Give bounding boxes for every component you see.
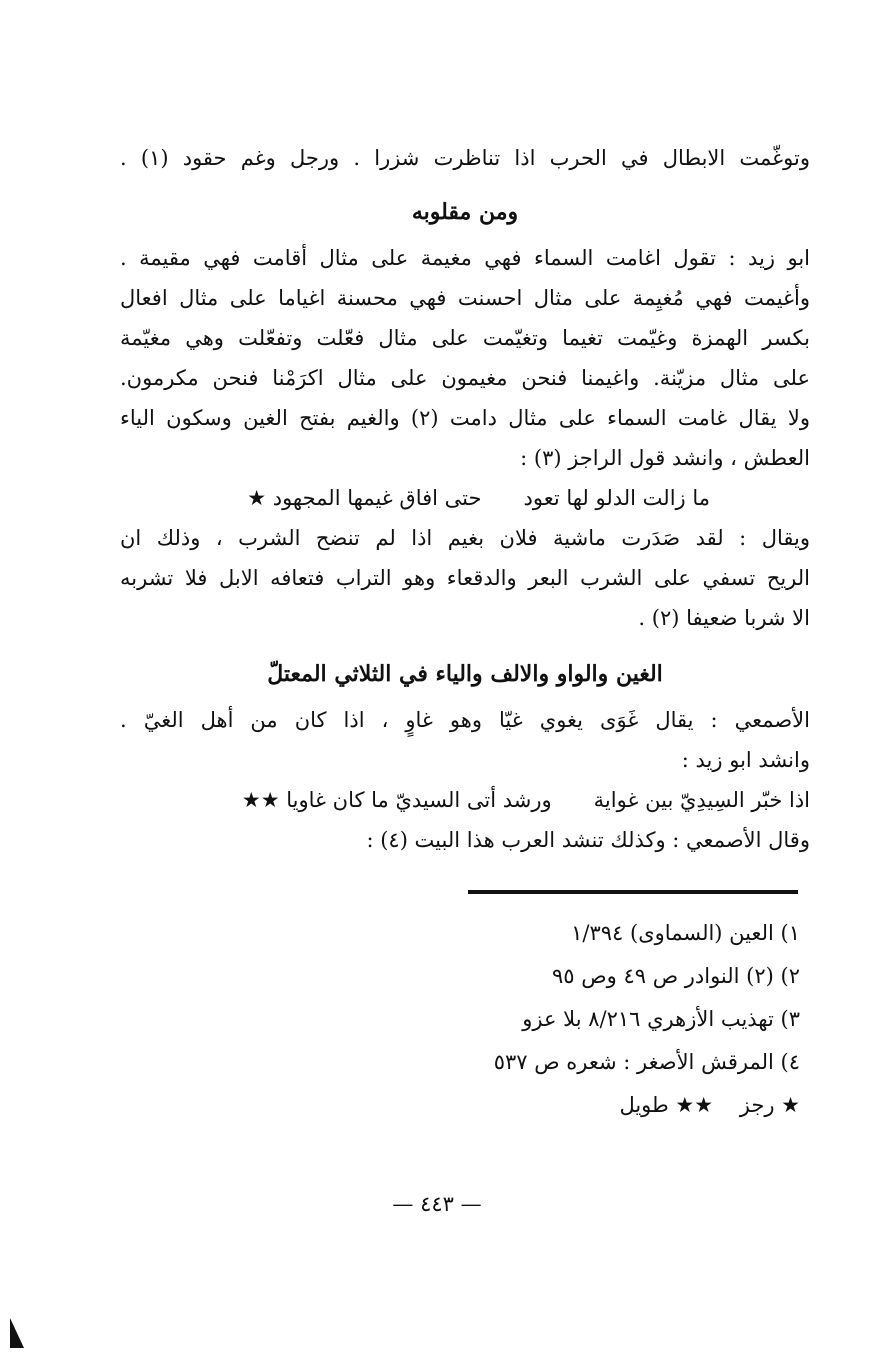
- text-line: بكسر الهمزة وغيّمت تغيما وتغيّمت على مثال فعّلت وتفعّلت وهي مغيّمة: [120, 326, 810, 350]
- text-line: الريح تسفي على الشرب البعر والدقعاء وهو التراب فتعافه الابل فلا تشربه: [120, 566, 810, 590]
- text-line: وأغيمت فهي مُغيِمة على مثال احسنت فهي محسنة اغياما على مثال افعال: [120, 286, 810, 310]
- verse: [120, 780, 810, 820]
- verse-hemistich: ورشد أتى السيديّ ما كان غاويا ★★: [241, 788, 552, 812]
- verse-hemistich: اذا خبّر السِيدِيّ بين غواية: [593, 788, 810, 812]
- text-line: ابو زيد : تقول اغامت السماء فهي مغيمة على مثال أقامت فهي مقيمة .: [120, 246, 810, 270]
- verse-hemistich: حتى افاق غيمها المجهود ★: [247, 486, 482, 510]
- text-line: العطش ، وانشد قول الراجز (٣) :: [520, 446, 810, 470]
- footnote: ٤) المرقش الأصغر : شعره ص ٥٣٧: [493, 1050, 800, 1074]
- text-line: على مثال مزيّنة. واغيمنا فنحن مغيمون على مثال اكرَمْنا فنحن مكرمون.: [120, 366, 810, 390]
- footnote: ٣) تهذيب الأزهري ٨/٢١٦ بلا عزو: [522, 1007, 800, 1031]
- verse-hemistich: ما زالت الدلو لها تعود: [523, 486, 710, 510]
- verse: [120, 478, 810, 518]
- page-body: [120, 138, 810, 1127]
- footnotes: [120, 912, 810, 1127]
- text-line: الأصمعي : يقال غَوَى يغوي غيّا وهو غاوٍ ، اذا كان من أهل الغيّ .: [120, 708, 810, 732]
- footnote-divider: [468, 890, 798, 894]
- section-heading: ومن مقلوبه: [411, 199, 519, 225]
- text-line: وتوغّمت الابطال في الحرب اذا تناظرت شزرا . ورجل وغم حقود (١) .: [120, 146, 811, 170]
- corner-mark: [10, 1318, 24, 1348]
- text-line: ويقال : لقد صَدَرت ماشية فلان بغيم اذا لم تنضح الشرب ، وذلك ان: [120, 526, 810, 550]
- footnote: ١) العين (السماوى) ١/٣٩٤: [571, 921, 800, 945]
- text-line: وقال الأصمعي : وكذلك تنشد العرب هذا البيت (٤) :: [366, 828, 810, 852]
- footnote: ٢) (٢) النوادر ص ٤٩ وص ٩٥: [552, 964, 800, 988]
- text-line: الا شربا ضعيفا (٢) .: [638, 606, 810, 630]
- footnote: ★ رجز ★★ طويل: [619, 1093, 800, 1117]
- page-number: — ٤٤٣ —: [392, 1192, 482, 1216]
- section-heading: الغين والواو والالف والياء في الثلاثي المعتلّ: [267, 661, 663, 687]
- text-line: ولا يقال غامت السماء على مثال دامت (٢) والغيم بفتح الغين وسكون الياء: [120, 406, 811, 430]
- text-line: وانشد ابو زيد :: [681, 748, 810, 772]
